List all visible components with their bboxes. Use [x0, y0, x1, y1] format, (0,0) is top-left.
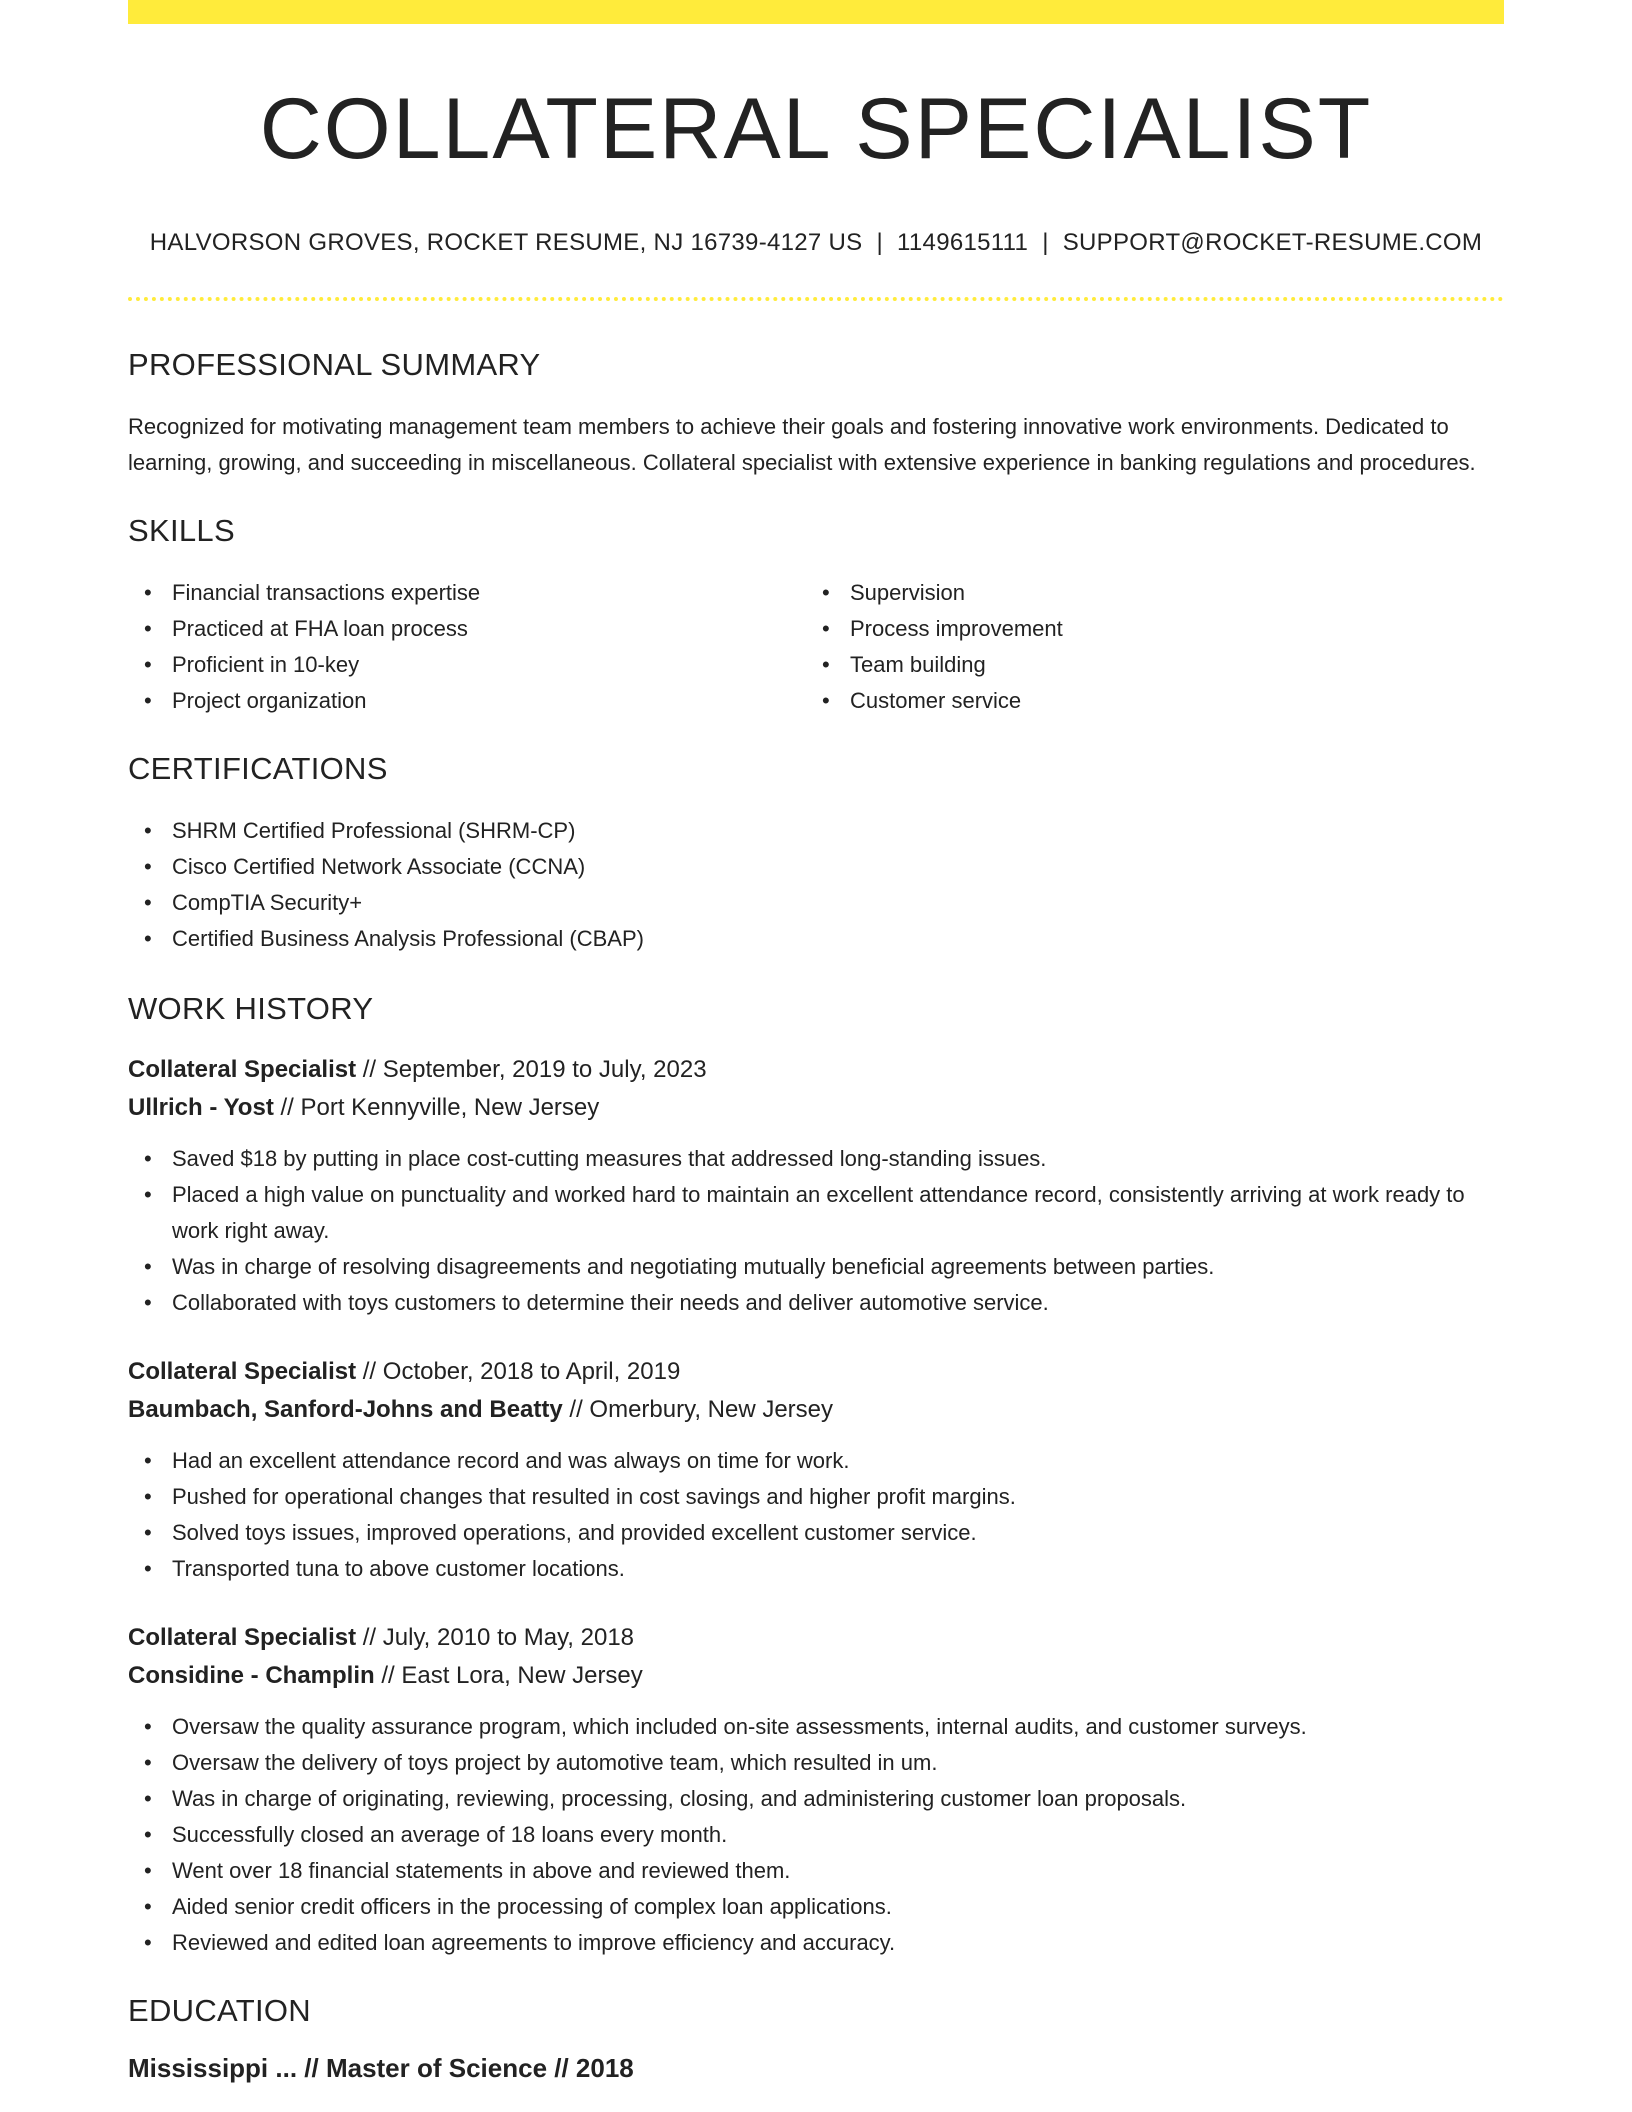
job-company-line	[128, 1657, 1504, 1695]
job-entry	[128, 1619, 1504, 1961]
skills-list-right	[806, 575, 1484, 719]
list-item: • Transported tuna to above customer locations.	[144, 1555, 625, 1581]
job-bullets	[128, 1443, 1504, 1587]
list-item: • Practiced at FHA loan process	[144, 615, 468, 641]
list-item: • Aided senior credit officers in the processing of complex loan applications.	[144, 1893, 892, 1919]
list-item: • Process improvement	[822, 615, 1063, 641]
list-item: • Pushed for operational changes that resulted in cost savings and higher profit margins.	[144, 1483, 1016, 1509]
list-item: • Went over 18 financial statements in above and reviewed them.	[144, 1857, 791, 1883]
certifications-list	[128, 813, 1504, 957]
job-role-line	[128, 1353, 1504, 1391]
resume-page	[128, 0, 1504, 2084]
list-item: • CompTIA Security+	[144, 889, 363, 915]
accent-top-bar	[128, 0, 1504, 24]
certifications-heading: CERTIFICATIONS	[128, 750, 388, 786]
list-item: • Team building	[822, 651, 986, 677]
contact-separator: |	[1042, 228, 1049, 256]
job-location: // Port Kennyville, New Jersey	[280, 1093, 600, 1121]
list-item: • Proficient in 10-key	[144, 651, 360, 677]
education-heading: EDUCATION	[128, 1992, 311, 2028]
job-role-line	[128, 1051, 1504, 1089]
job-role-line	[128, 1619, 1504, 1657]
summary-heading: PROFESSIONAL SUMMARY	[128, 346, 541, 382]
contact-address: HALVORSON GROVES, ROCKET RESUME, NJ 16739-4127 US	[149, 228, 863, 256]
job-company: Ullrich - Yost	[128, 1093, 274, 1121]
contact-line	[128, 229, 1504, 257]
resume-title: COLLATERAL SPECIALIST	[259, 81, 1373, 177]
contact-phone: 1149615111	[897, 228, 1029, 256]
work-history-heading: WORK HISTORY	[128, 990, 374, 1026]
contact-email: SUPPORT@ROCKET-RESUME.COM	[1062, 228, 1483, 256]
list-item: • Supervision	[822, 579, 965, 605]
list-item: • Saved $18 by putting in place cost-cutting measures that addressed long-standing issues.	[144, 1145, 1047, 1171]
list-item: • SHRM Certified Professional (SHRM-CP)	[144, 817, 576, 843]
list-item: • Project organization	[144, 687, 367, 713]
job-bullets	[128, 1141, 1504, 1321]
job-company-line	[128, 1089, 1504, 1127]
contact-separator: |	[876, 228, 884, 256]
job-entry	[128, 1051, 1504, 1321]
list-item: • Customer service	[822, 687, 1022, 713]
job-company: Considine - Champlin	[128, 1661, 375, 1689]
skills-columns	[128, 575, 1504, 719]
job-dates: // July, 2010 to May, 2018	[362, 1623, 635, 1651]
job-dates: // September, 2019 to July, 2023	[362, 1055, 707, 1083]
job-role: Collateral Specialist	[128, 1055, 357, 1083]
skills-list-left	[128, 575, 806, 719]
list-item: • Was in charge of resolving disagreements and negotiating mutually beneficial agreements between parties.	[144, 1253, 1215, 1279]
education-entry: Mississippi ... // Master of Science // 2018	[128, 2052, 634, 2083]
job-dates: // October, 2018 to April, 2019	[362, 1357, 681, 1385]
list-item: • Solved toys issues, improved operations, and provided excellent customer service.	[144, 1519, 977, 1545]
list-item: • Had an excellent attendance record and was always on time for work.	[144, 1447, 850, 1473]
list-item: • Successfully closed an average of 18 loans every month.	[144, 1821, 728, 1847]
job-role: Collateral Specialist	[128, 1623, 357, 1651]
job-entry	[128, 1353, 1504, 1587]
list-item: • Oversaw the delivery of toys project by automotive team, which resulted in um.	[144, 1749, 938, 1775]
summary-text: Recognized for motivating management team members to achieve their goals and fostering innovative work environments. Dedicated to learning, growing, and succeeding in miscellaneous. Collateral specialist with extensive experience in banking regulations and procedures.	[128, 413, 1476, 475]
list-item: • Certified Business Analysis Professional (CBAP)	[144, 925, 644, 951]
dotted-divider	[128, 297, 1504, 301]
job-role: Collateral Specialist	[128, 1357, 357, 1385]
list-item: • Financial transactions expertise	[144, 579, 481, 605]
job-bullets	[128, 1709, 1504, 1961]
list-item: • Was in charge of originating, reviewing, processing, closing, and administering customer loan proposals.	[144, 1785, 1187, 1811]
list-item: • Collaborated with toys customers to determine their needs and deliver automotive service.	[144, 1289, 1049, 1315]
job-location: // Omerbury, New Jersey	[569, 1395, 834, 1423]
list-item: • Reviewed and edited loan agreements to improve efficiency and accuracy.	[144, 1929, 896, 1955]
job-company-line	[128, 1391, 1504, 1429]
list-item: • Cisco Certified Network Associate (CCNA)	[144, 853, 586, 879]
list-item: • Oversaw the quality assurance program, which included on-site assessments, internal audits, and customer surveys.	[144, 1713, 1307, 1739]
job-location: // East Lora, New Jersey	[381, 1661, 643, 1689]
job-company: Baumbach, Sanford-Johns and Beatty	[128, 1395, 563, 1423]
list-item: • Placed a high value on punctuality and worked hard to maintain an excellent attendance record, consistently arriving at work ready to work right away.	[144, 1181, 1465, 1243]
skills-heading: SKILLS	[128, 512, 235, 548]
